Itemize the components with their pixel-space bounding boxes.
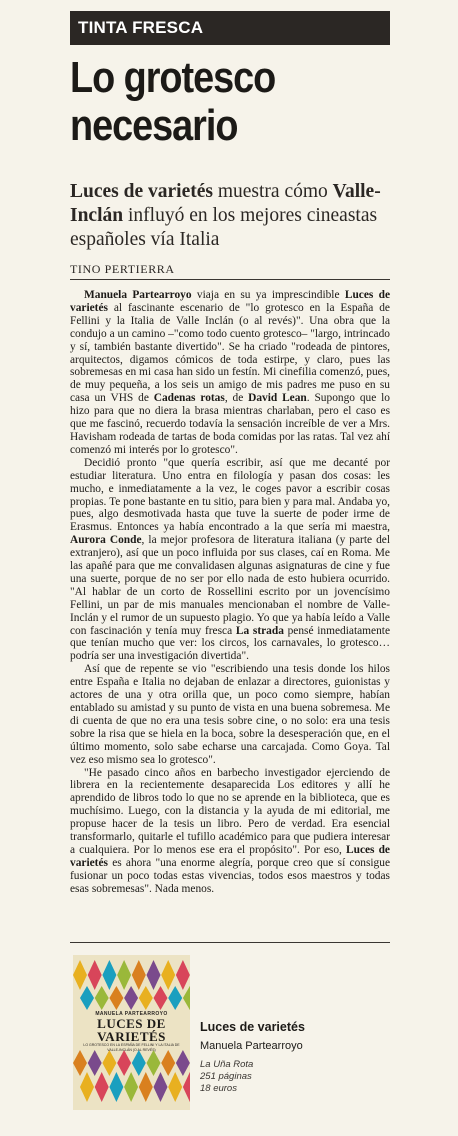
cover-diamond bbox=[102, 1050, 116, 1076]
cover-diamond bbox=[95, 986, 109, 1010]
cover-diamond bbox=[109, 986, 123, 1010]
article-paragraph bbox=[70, 767, 390, 896]
cover-diamond bbox=[154, 1072, 168, 1102]
cover-diamond bbox=[124, 1072, 138, 1102]
subhead-book-title: Luces de varietés bbox=[70, 181, 213, 202]
subhead-author-name: Valle-Inclán bbox=[70, 181, 381, 226]
book-info-author: Manuela Partearroyo bbox=[200, 1040, 303, 1052]
byline: TINO PERTIERRA bbox=[70, 262, 175, 276]
cover-diamond bbox=[80, 1072, 94, 1102]
cover-tagline: LO GROTESCO EN LA ESPAÑA DE FELLINI Y LA ITALIA DE VALLE-INCLÁN (O AL REVÉS) bbox=[83, 1043, 180, 1052]
paragraph-text: viaja en su ya imprescindible bbox=[191, 289, 345, 301]
bold-name: Manuela Partearroyo bbox=[84, 289, 192, 301]
paragraph-text: Así que de repente se vio "escribiendo una tesis donde los hilos entre España e Italia no dejaban de enlazar a directores, guionistas y actores de una y otra orilla que, un poco como siempre, habían entablado su amistad y su punto de vista en una buena sobremesa. Me di cuenta de que no era una tesis sobre cine, o no solo: era una tesis sobre la risa que se hiela en la boca, sobre la desesperación que, en el último momento, solo sabe echarse una carcajada. Como Goya. Tal vez eso mismo sea lo grotesco". bbox=[70, 663, 390, 766]
section-label: TINTA FRESCA bbox=[70, 11, 390, 45]
cover-diamond bbox=[183, 986, 190, 1010]
article-paragraph bbox=[70, 457, 390, 664]
book-info-pages: 251 páginas bbox=[200, 1071, 252, 1082]
book-info-title: Luces de varietés bbox=[200, 1020, 305, 1034]
cover-diamond bbox=[161, 1050, 175, 1076]
cover-diamond bbox=[139, 986, 153, 1010]
cover-diamond bbox=[80, 986, 94, 1010]
cover-diamond bbox=[88, 960, 102, 990]
cover-diamond bbox=[132, 960, 146, 990]
bold-name: Luces de varietés bbox=[70, 843, 390, 869]
paragraph-text: . Supongo que lo hizo para que no diera la brasa mientras charlaban, pero el caso es que me fascinó, recuerdo todavía la sensación increíble de ver a Mrs. Havisham rodeada de tartas de boda comidas por las ratas. Tal vez ahí comenzó mi interés por lo grotesco". bbox=[70, 392, 390, 456]
headline: Lo grotesco necesario bbox=[70, 53, 276, 150]
cover-diamond bbox=[176, 960, 190, 990]
cover-diamond bbox=[117, 1050, 131, 1076]
cover-title: LUCES DE VARIETÉS bbox=[97, 1016, 166, 1044]
bold-name: La strada bbox=[235, 624, 284, 637]
bold-name: David Lean bbox=[248, 392, 307, 405]
paragraph-text: , de bbox=[224, 392, 249, 405]
bold-name: Cadenas rotas bbox=[153, 392, 225, 405]
paragraph-text: pensé inmediatamente que tenían mucho que ver: los circos, los carnavales, lo grotesco… podría ser una investigación divertida". bbox=[70, 624, 390, 663]
paragraph-text: Decidió pronto "que quería escribir, así que me decanté por estudiar literatura. Uno entra en filología y pasan dos cosas: les mucho, e inmediatamente a la vez, le coges pavor a escribir cosas propias. Te pone bastante en tu sitio, para bien y para mal. Andaba yo, pues, algo desmotivada hasta que tuve la suerte de poder irme de Erasmus. Entonces ya había encontrado a la que sería mi maestra, bbox=[70, 456, 390, 534]
book-info bbox=[200, 1020, 390, 1095]
cover-diamond bbox=[95, 1072, 109, 1102]
subhead-text-1: muestra cómo bbox=[212, 181, 333, 202]
cover-diamond bbox=[147, 960, 161, 990]
cover-diamond bbox=[168, 1072, 182, 1102]
bold-name: Luces de varietés bbox=[70, 289, 391, 314]
cover-title-block bbox=[73, 1011, 190, 1053]
cover-author: MANUELA PARTEARROYO bbox=[95, 1011, 168, 1017]
article-body bbox=[70, 289, 390, 896]
book-info-publisher: La Uña Rota bbox=[200, 1059, 254, 1070]
book-info-details bbox=[200, 1059, 390, 1095]
cover-diamond bbox=[73, 960, 87, 990]
article-end-divider bbox=[70, 942, 390, 943]
paragraph-text: al fascinante escenario de "lo grotesco en la España de Fellini y la Italia de Valle Inclán (o al revés)". Una obra que la condujo a un camino –"como todo cuento grotesco– "largo, intrincado y sí, también bastante divertido". Se ha criado "rodeada de pintores, arquitectos, digamos cómicos de toda estirpe, y claro, pues las sobremesas en mi casa han sido un festín. Mi cinefilia comenzó, pues, de muy pequeña, a los seis un amigo de mis padres me puso en su casa un VHS de bbox=[70, 301, 390, 405]
cover-diamond bbox=[139, 1072, 153, 1102]
cover-diamond bbox=[124, 986, 138, 1010]
subheadline bbox=[70, 180, 395, 252]
bold-name: Aurora Conde bbox=[70, 534, 142, 547]
cover-diamond bbox=[132, 1050, 146, 1076]
paragraph-text: "He pasado cinco años en barbecho investigador ejerciendo de librera en la recientemente desaparecida Los editores y allí he aprendido de libros todo lo que no se aprende en la biblioteca, que es muchísimo. Luego, con la distancia y la ayuda de mi editorial, me propuse hacer de la tesis un libro. Pero de verdad. Era esencial transformarlo, quitarle el tufillo académico para que pudiera interesar a cualquiera. Por lo menos ese era el propósito". Por eso, bbox=[70, 766, 390, 856]
cover-diamond bbox=[176, 1050, 190, 1076]
book-cover-image bbox=[73, 955, 190, 1110]
article-paragraph bbox=[70, 289, 390, 457]
cover-diamond bbox=[168, 986, 182, 1010]
paragraph-text: , la mejor profesora de literatura italiana (y parte del extranjero), así que un poco influida por sus clases, caí en Roma. Me las apañé para que me convalidasen algunas asignaturas de cine y fue una suerte, porque de no ser por ello nada de esto hubiera ocurrido. "Al hablar de un corto de Rossellini escrito por un jovencísimo Fellini, un par de mis manuales mencionaban el nombre de Valle-Inclán y el rumor de un supuesto plagio. Yo que ya había leído a Valle con fascinación y tenía muy fresca bbox=[70, 534, 391, 637]
cover-diamond bbox=[73, 1050, 87, 1076]
paragraph-text: es ahora "una enorme alegría, porque creo que sí consigue fusionar un poco todas estas vivencias, todos esos maestros y todas esas sobremesas". Nada menos. bbox=[70, 856, 390, 895]
cover-diamond bbox=[102, 960, 116, 990]
cover-diamond bbox=[161, 960, 175, 990]
book-info-price: 18 euros bbox=[200, 1083, 237, 1094]
article-paragraph bbox=[70, 663, 390, 766]
cover-diamond bbox=[147, 1050, 161, 1076]
cover-diamond bbox=[117, 960, 131, 990]
cover-diamond bbox=[88, 1050, 102, 1076]
cover-diamond bbox=[154, 986, 168, 1010]
byline-divider bbox=[70, 279, 390, 280]
subhead-text-2: influyó en los mejores cineastas españoles vía Italia bbox=[70, 205, 378, 250]
cover-diamond bbox=[109, 1072, 123, 1102]
cover-diamond bbox=[183, 1072, 190, 1102]
